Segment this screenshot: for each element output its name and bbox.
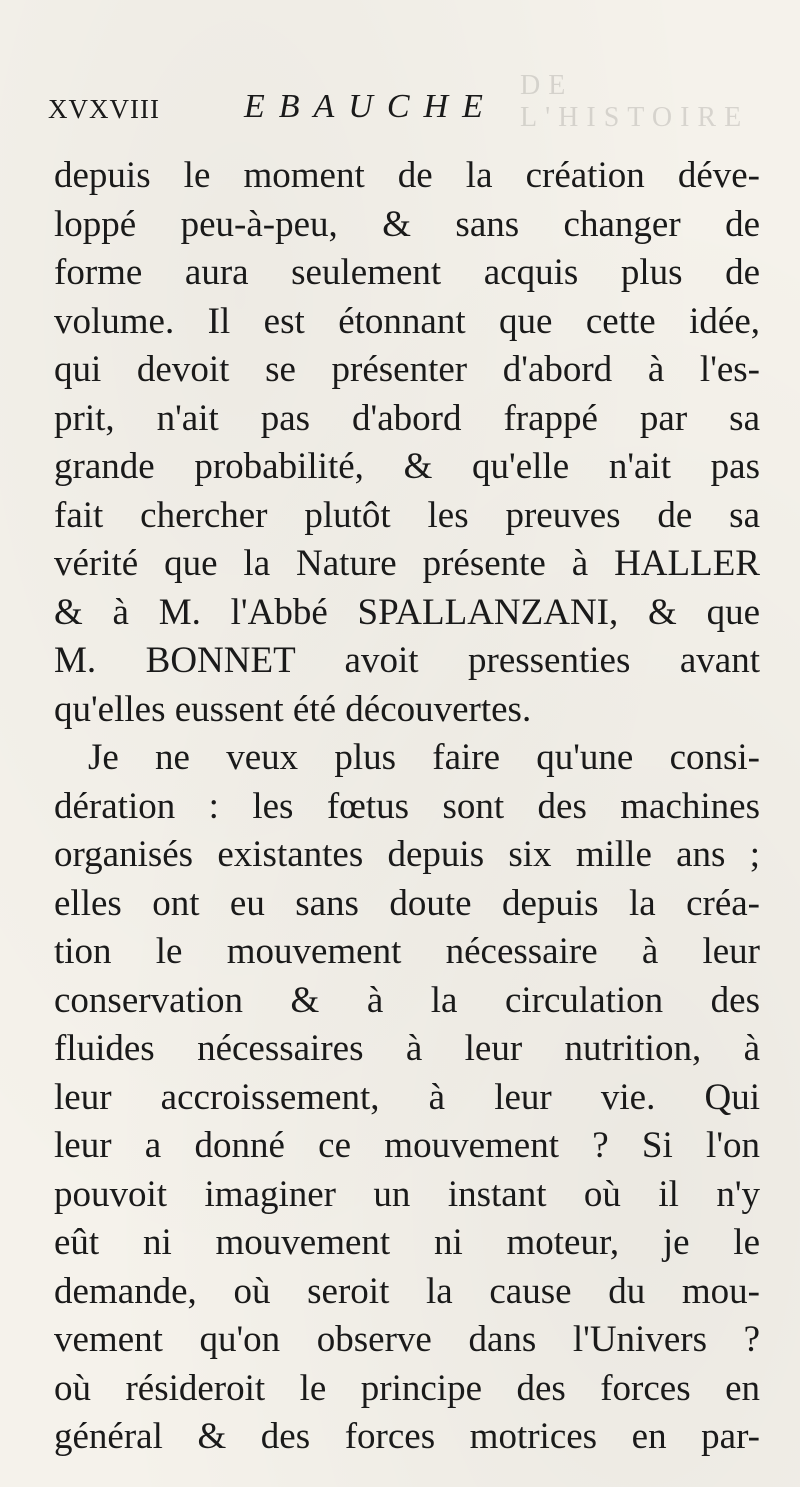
text-line: eût ni mouvement ni moteur, je le [54, 1222, 760, 1263]
text-line: fait chercher plutôt les preuves de sa [54, 494, 760, 536]
text-line: & à M. l'Abbé SPALLANZANI, & que [54, 591, 760, 633]
text-line: forme aura seulement acquis plus de [54, 252, 760, 293]
text-line: qu'elles eussent été découvertes. [54, 688, 532, 730]
text-line: tion le mouvement nécessaire à leur [54, 931, 760, 972]
text-line: qui devoit se présenter d'abord à l'es- [54, 349, 760, 390]
text-line: organisés existantes depuis six mille ans ; [54, 834, 760, 875]
text-line: elles ont eu sans doute depuis la créa- [54, 882, 760, 924]
text-line: vement qu'on observe dans l'Univers ? [54, 1319, 760, 1360]
text-line: général & des forces motrices en par- [54, 1416, 760, 1457]
text-line: volume. Il est étonnant que cette idée, [54, 300, 760, 342]
text-line: pouvoit imaginer un instant où il n'y [54, 1173, 760, 1215]
body-text [54, 152, 760, 1462]
bleed-through-text: DE L'HISTOIRE [520, 70, 750, 133]
text-line: M. BONNET avoit pressenties avant [54, 640, 760, 681]
text-line: loppé peu-à-peu, & sans changer de [54, 203, 760, 245]
text-line: vérité que la Nature présente à HALLER [54, 543, 760, 584]
page-number: XVXVIII [48, 94, 160, 124]
text-line: demande, où seroit la cause du mou- [54, 1270, 760, 1312]
text-line: leur a donné ce mouvement ? Si l'on [54, 1125, 760, 1166]
text-line: conservation & à la circulation des [54, 979, 760, 1021]
running-title: EBAUCHE [244, 88, 497, 125]
text-line: Je ne veux plus faire qu'une consi- [88, 737, 760, 778]
text-line: dération : les fœtus sont des machines [54, 785, 760, 827]
text-line: prit, n'ait pas d'abord frappé par sa [54, 397, 760, 439]
text-line: depuis le moment de la création déve- [54, 155, 760, 196]
page-header [48, 88, 768, 138]
text-line: leur accroissement, à leur vie. Qui [54, 1076, 760, 1118]
text-line: fluides nécessaires à leur nutrition, à [54, 1028, 760, 1069]
text-line: grande probabilité, & qu'elle n'ait pas [54, 446, 760, 487]
text-line: où résideroit le principe des forces en [54, 1367, 760, 1409]
